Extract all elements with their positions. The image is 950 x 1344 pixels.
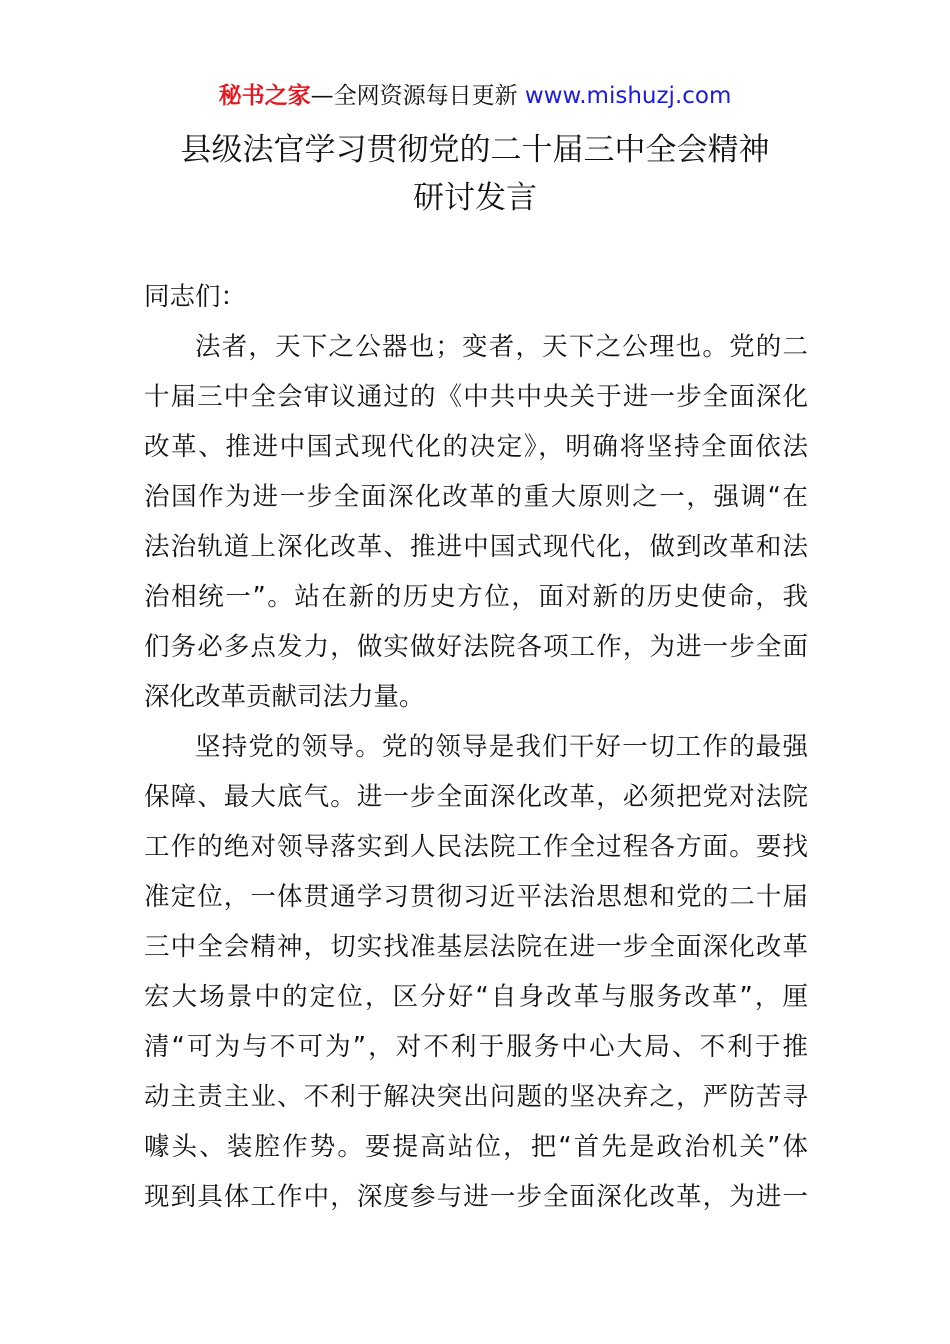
paragraph-line: 治相统一”。站在新的历史方位，面对新的历史使命，我 <box>144 582 808 612</box>
brand-name: 秘书之家 <box>218 83 311 109</box>
paragraph-line: 们务必多点发力，做实做好法院各项工作，为进一步全面 <box>144 632 808 662</box>
paragraph-line: 噱头、装腔作势。要提高站位，把“首先是政治机关”体 <box>144 1132 808 1162</box>
paragraph-line: 十届三中全会审议通过的《中共中央关于进一步全面深化 <box>144 382 808 412</box>
header-tagline: —全网资源每日更新 <box>310 83 518 109</box>
document-body <box>144 272 808 1222</box>
paragraph-line: 清“可为与不可为”，对不利于服务中心大局、不利于推 <box>144 1032 808 1062</box>
paragraph-line: 改革、推进中国式现代化的决定》，明确将坚持全面依法 <box>144 432 808 462</box>
paragraph-line: 坚持党的领导。党的领导是我们干好一切工作的最强 <box>195 732 808 762</box>
paragraph-1 <box>144 322 808 722</box>
paragraph-line: 准定位，一体贯通学习贯彻习近平法治思想和党的二十届 <box>144 882 808 912</box>
salutation: 同志们： <box>144 282 247 312</box>
paragraph-line: 动主责主业、不利于解决突出问题的坚决弃之，严防苦寻 <box>144 1082 808 1112</box>
paragraph-2 <box>144 722 808 1222</box>
paragraph-line: 宏大场景中的定位，区分好“自身改革与服务改革”，厘 <box>144 982 808 1012</box>
paragraph-line: 法治轨道上深化改革、推进中国式现代化，做到改革和法 <box>144 532 808 562</box>
site-header <box>0 80 950 112</box>
paragraph-line: 三中全会精神，切实找准基层法院在进一步全面深化改革 <box>144 932 808 962</box>
document-title <box>0 126 950 222</box>
site-url-link[interactable]: www.mishuzj.com <box>524 83 732 109</box>
paragraph-line: 保障、最大底气。进一步全面深化改革，必须把党对法院 <box>144 782 808 812</box>
paragraph-line: 现到具体工作中，深度参与进一步全面深化改革，为进一 <box>144 1182 808 1212</box>
paragraph-line: 法者，天下之公器也；变者，天下之公理也。党的二 <box>195 332 808 362</box>
paragraph-line: 深化改革贡献司法力量。 <box>144 682 425 712</box>
title-line-2: 研讨发言 <box>413 180 537 216</box>
paragraph-line: 治国作为进一步全面深化改革的重大原则之一，强调“在 <box>144 482 808 512</box>
title-line-1: 县级法官学习贯彻党的二十届三中全会精神 <box>180 132 770 168</box>
paragraph-line: 工作的绝对领导落实到人民法院工作全过程各方面。要找 <box>144 832 808 862</box>
